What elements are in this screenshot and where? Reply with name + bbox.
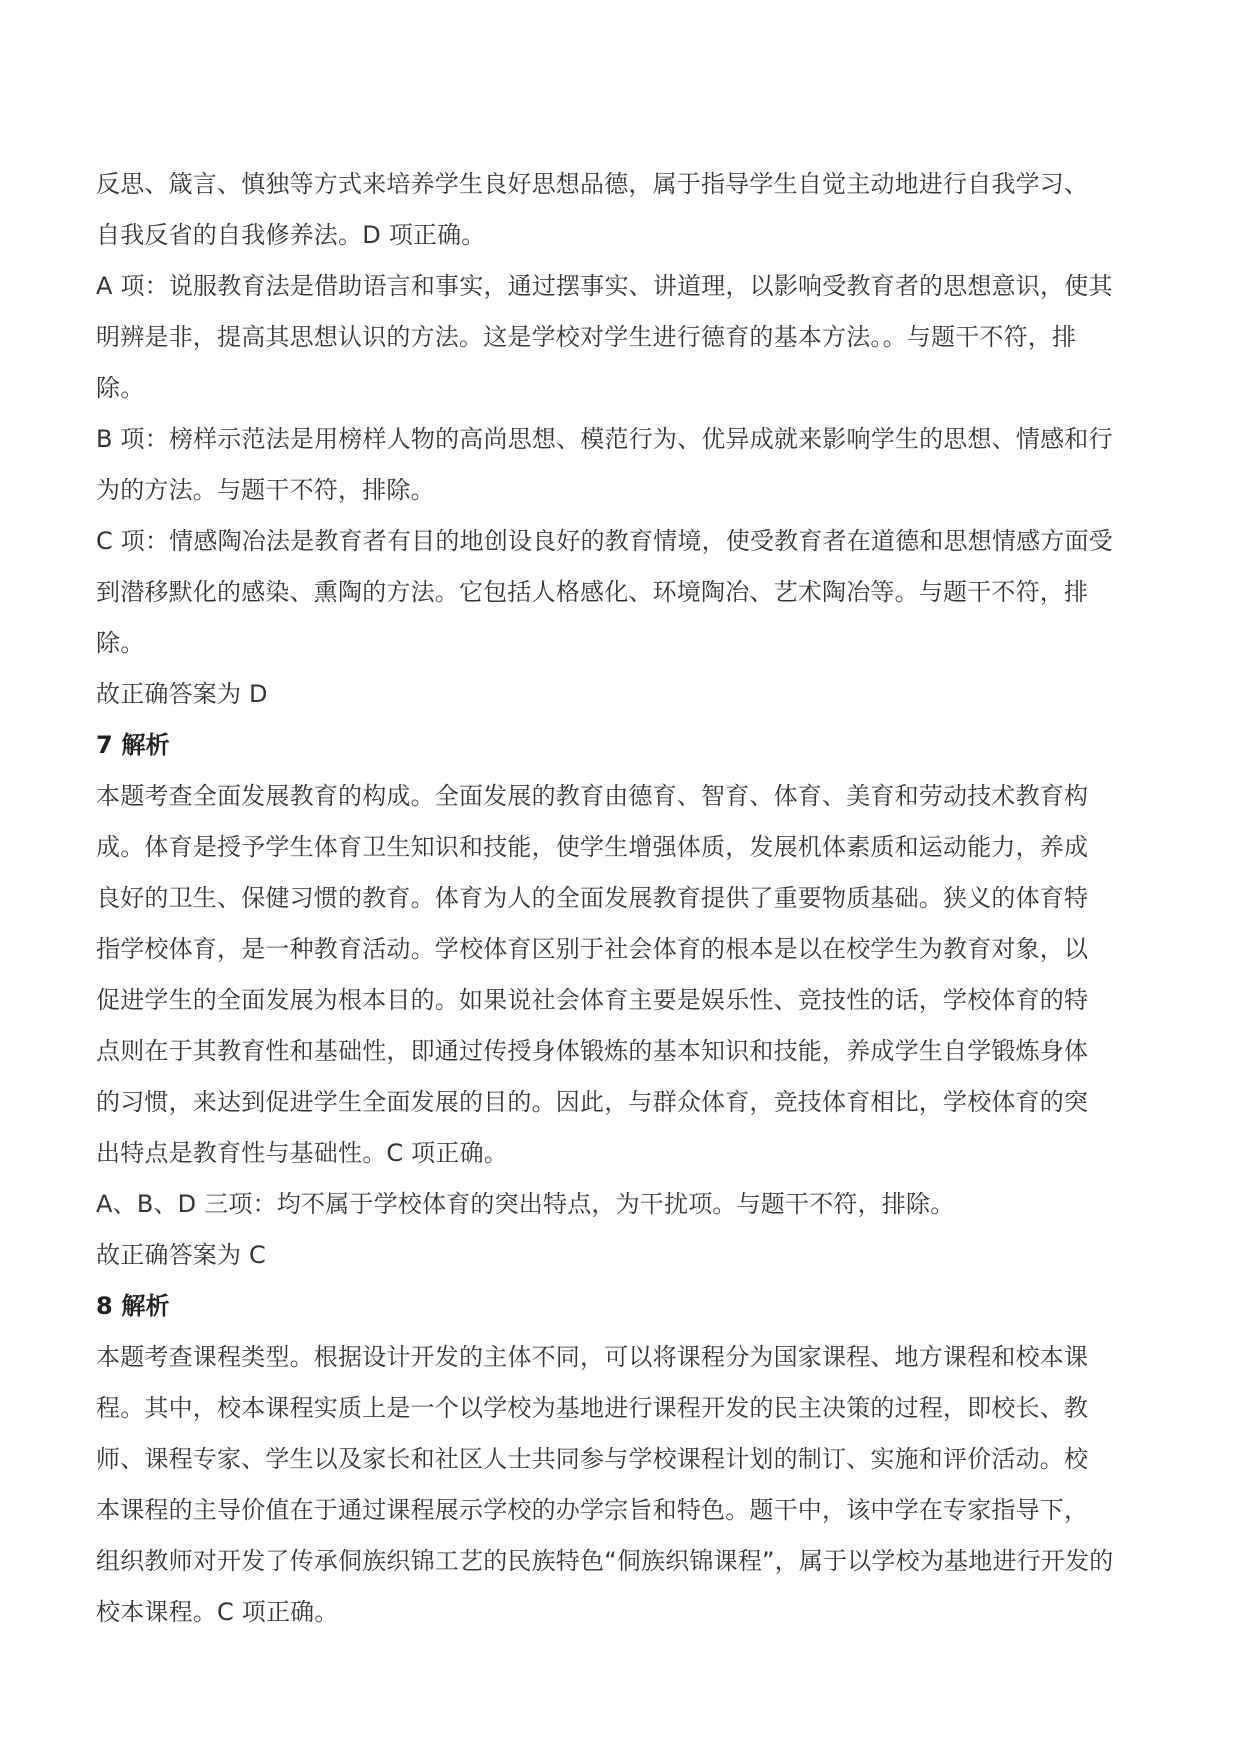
paragraph-option-a: A 项：说服教育法是借助语言和事实，通过摆事实、讲道理，以影响受教育者的思想意识，使其 明辨是非，提高其思想认识的方法。这是学校对学生进行德育的基本方法。。与题干不符，排 除。 [96,272,1113,402]
paragraph-option-b: B 项：榜样示范法是用榜样人物的高尚思想、模范行为、优异成就来影响学生的思想、情感和行 为的方法。与题干不符，排除。 [96,425,1113,504]
section-heading-7: 7 解析 [96,731,170,759]
paragraph-moral-education-d: 反思、箴言、慎独等方式来培养学生良好思想品德，属于指导学生自觉主动地进行自我学习、 自我反省的自我修养法。D 项正确。 [96,170,1089,249]
answer-line-7: 故正确答案为 C [96,1241,266,1269]
answer-line-6: 故正确答案为 D [96,680,268,708]
paragraph-q7-options: A、B、D 三项：均不属于学校体育的突出特点，为干扰项。与题干不符，排除。 [96,1190,955,1218]
paragraph-q7-analysis: 本题考查全面发展教育的构成。全面发展的教育由德育、智育、体育、美育和劳动技术教育构 成。体育是授予学生体育卫生知识和技能，使学生增强体质，发展机体素质和运动能力，养成 良好的卫生、保健习惯的教育。体育为人的全面发展教育提供了重要物质基础。狭义的体育特 指学校体育，是一种教育活动。学校体育区别于社会体育的根本是以在校学生为教育对象，以 促进学生的全面发展为根本目的。如果说社会体育主要是娱乐性、竞技性的话，学校体育的特 点则在于其教育性和基础性，即通过传授身体锻炼的基本知识和技能，养成学生自学锻炼身体 的习惯，来达到促进学生全面发展的目的。因此，与群众体育，竞技体育相比，学校体育的突 出特点是教育性与基础性。C 项正确。 [96,782,1089,1167]
paragraph-option-c: C 项：情感陶冶法是教育者有目的地创设良好的教育情境，使受教育者在道德和思想情感方面受 到潜移默化的感染、熏陶的方法。它包括人格感化、环境陶冶、艺术陶冶等。与题干不符，排 除。 [96,527,1113,657]
paragraph-q8-analysis: 本题考查课程类型。根据设计开发的主体不同，可以将课程分为国家课程、地方课程和校本课 程。其中，校本课程实质上是一个以学校为基地进行课程开发的民主决策的过程，即校长、教 师、课程专家、学生以及家长和社区人士共同参与学校课程计划的制订、实施和评价活动。校 本课程的主导价值在于通过课程展示学校的办学宗旨和特色。题干中，该中学在专家指导下， 组织教师对开发了传承侗族织锦工艺的民族特色“侗族织锦课程”，属于以学校为基地进行开发的 校本课程。C 项正确。 [96,1343,1114,1626]
section-heading-8: 8 解析 [96,1292,170,1320]
document-body [96,159,1151,1638]
